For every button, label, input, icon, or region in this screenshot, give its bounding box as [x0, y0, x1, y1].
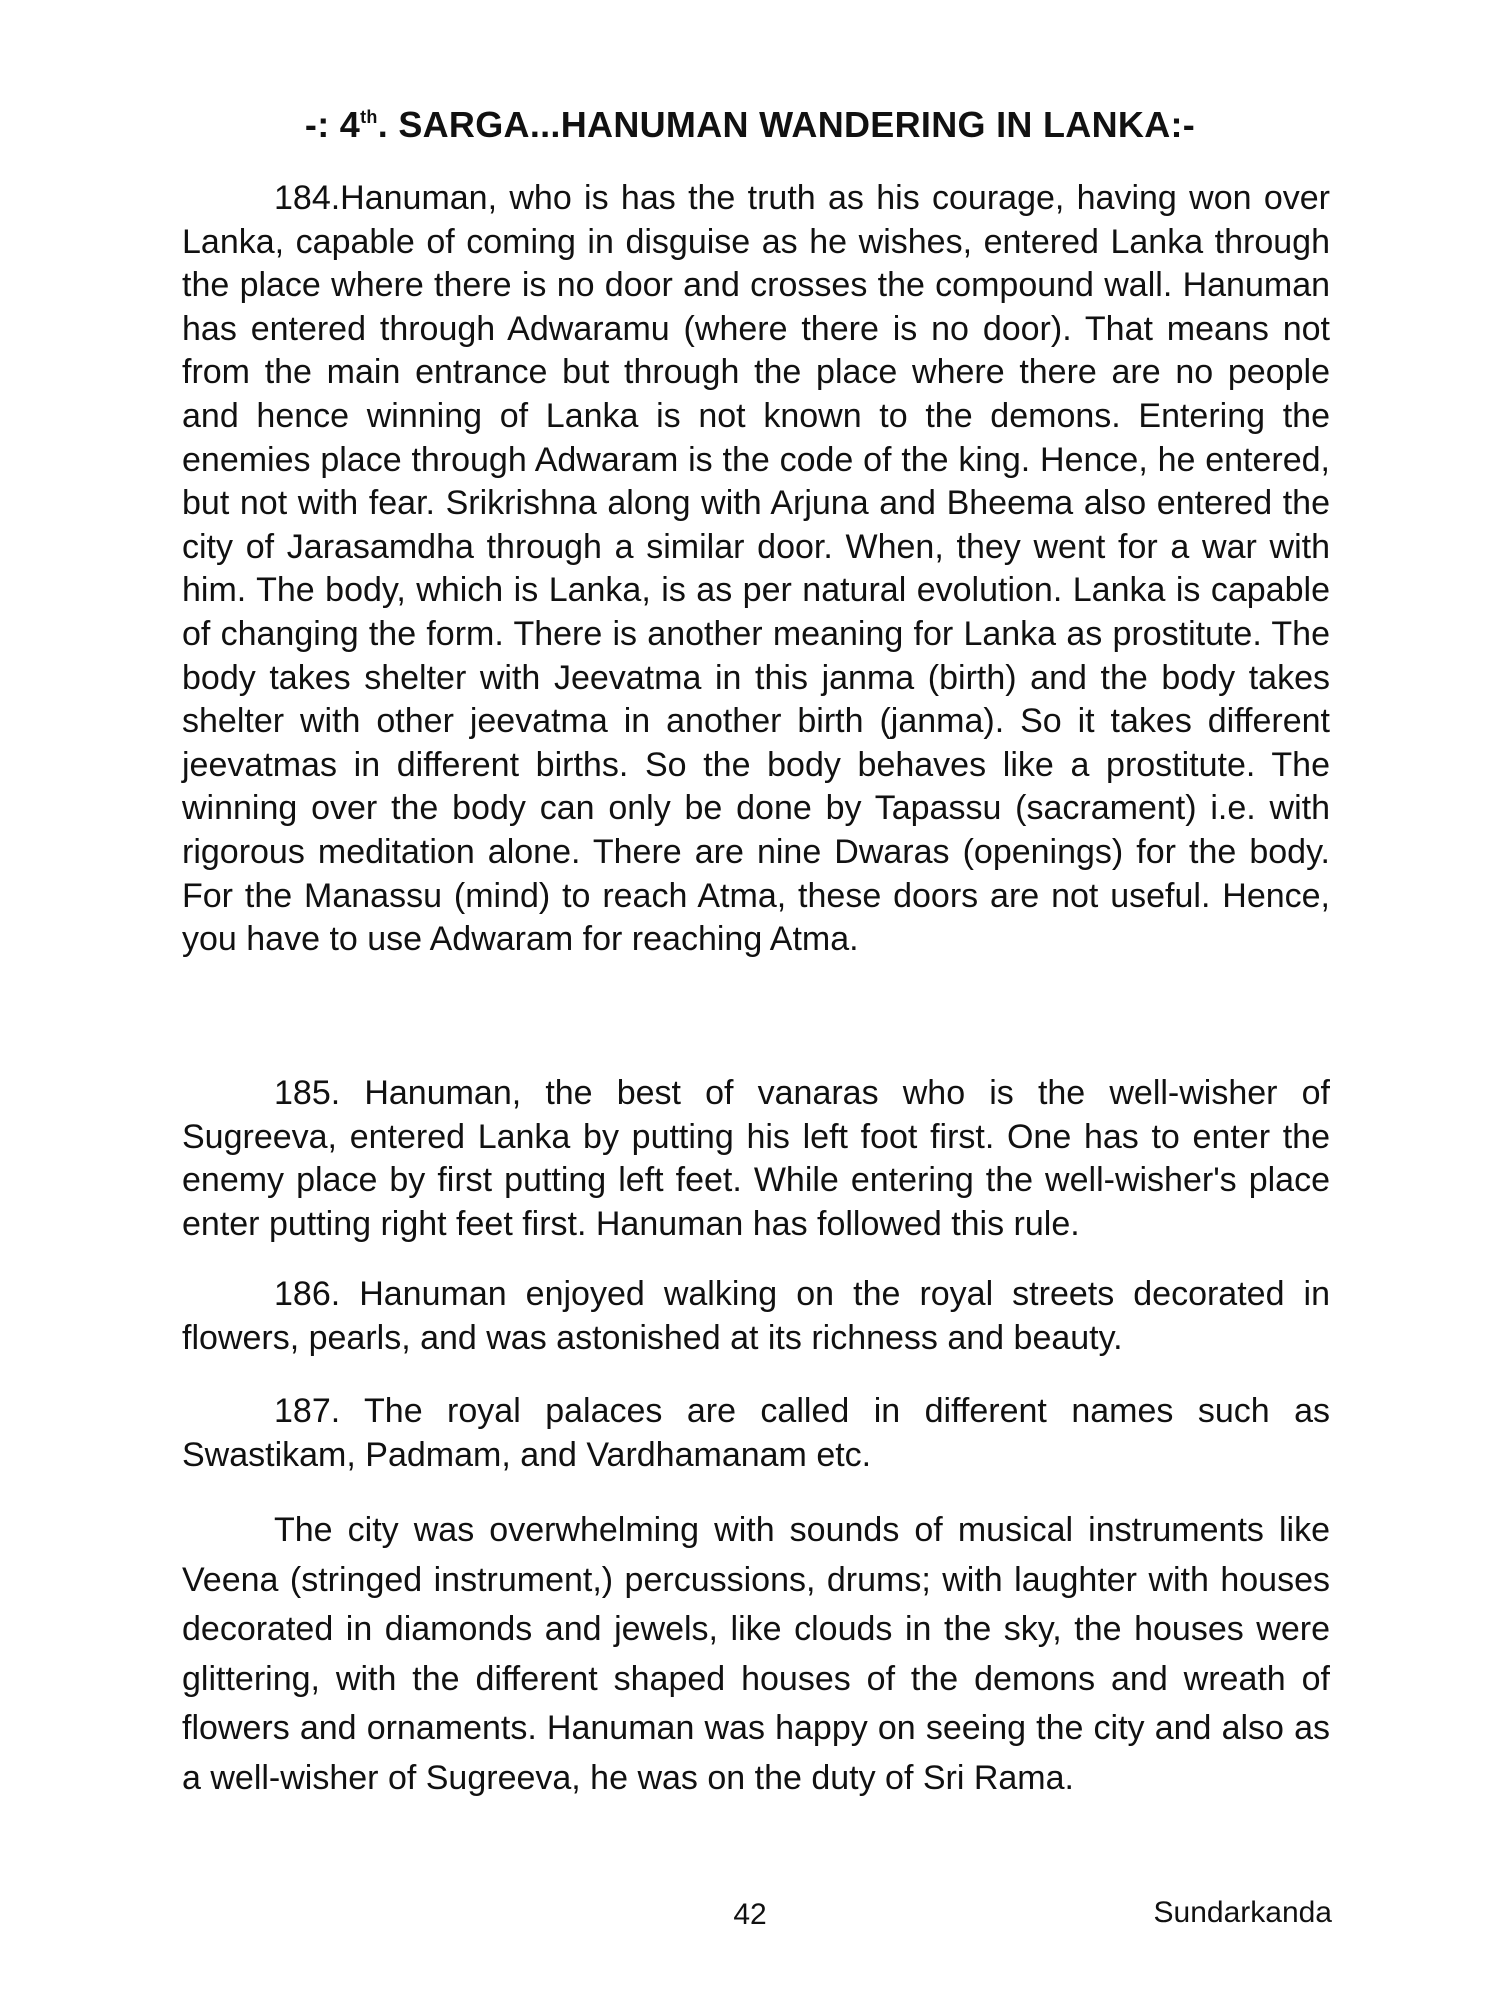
chapter-heading [0, 104, 1500, 146]
verse-184-text: 184.Hanuman, who is has the truth as his courage, having won over Lanka, capable of coming in disguise as he wishes, entered Lanka through the place where there is no door and crosses the compound wall. [182, 179, 1330, 305]
running-footer-title: Sundarkanda [1153, 1896, 1332, 1929]
city-description-paragraph: The city was overwhelming with sounds of musical instruments like Veena (stringed instrument,) percussions, drums; with laughter with houses decorated in diamonds and jewels, like clouds in the sky, the houses were glittering, with the different shaped houses of the demons and wreath of flowers and ornaments. Hanuman was happy on seeing the city and also as a well-wisher of Sugreeva, he was on the duty of Sri Rama. [182, 1511, 1330, 1797]
verse-185-paragraph: 185. Hanuman, the best of vanaras who is the well-wisher of Sugreeva, entered Lanka by putting his left foot first. One has to enter the enemy place by first putting left feet. While entering the well-wisher's place enter putting right feet first. Hanuman has followed this rule. [182, 1074, 1330, 1243]
page-number: 42 [733, 1898, 767, 1931]
verse-184-block [182, 177, 1330, 962]
verse-187-block [182, 1390, 1330, 1477]
heading-prefix: -: 4 [304, 104, 361, 145]
city-description-block [182, 1506, 1330, 1803]
heading-title: . SARGA...HANUMAN WANDERING IN LANKA:- [377, 104, 1196, 145]
verse-184-paragraph [182, 177, 1330, 962]
verse-186-paragraph: 186. Hanuman enjoyed walking on the royal streets decorated in flowers, pearls, and was astonished at its richness and beauty. [182, 1275, 1330, 1357]
heading-superscript: th [360, 107, 378, 127]
verse-186-block [182, 1273, 1330, 1360]
verse-184-commentary: Hanuman has entered through Adwaramu (where there is no door). That means not from the main entrance but through the place where there are no people and hence winning of Lanka is not known to the demons. Entering the enemies place through Adwaram is the code of the king. Hence, he entered, but not with fear. Srikrishna along with Arjuna and Bheema also entered the city of Jarasamdha through a similar door. When, they went for a war with him. The body, which is Lanka, is as per natural evolution. Lanka is capable of changing the form. There is another meaning for Lanka as prostitute. The body takes shelter with Jeevatma in this janma (birth) and the body takes shelter with other jeevatma in another birth (janma). So it takes different jeevatmas in different births. So the body behaves like a prostitute. The winning over the body can only be done by Tapassu (sacrament) i.e. with rigorous meditation alone. There are nine Dwaras (openings) for the body. For the Manassu (mind) to reach Atma, these doors are not useful. Hence, you have to use Adwaram for reaching Atma. [182, 266, 1331, 959]
verse-185-block [182, 1072, 1330, 1246]
verse-187-paragraph: 187. The royal palaces are called in different names such as Swastikam, Padmam, and Vardhamanam etc. [182, 1392, 1330, 1474]
